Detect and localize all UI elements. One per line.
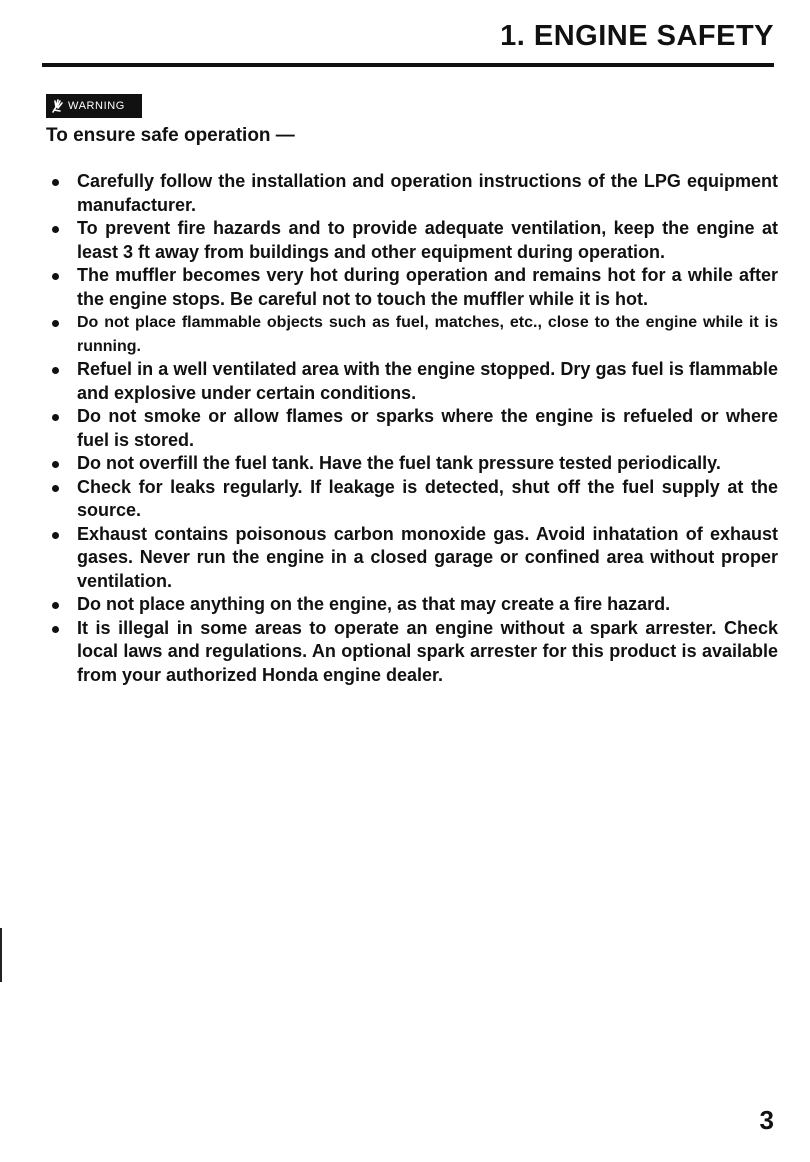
page-number: 3 <box>759 1105 774 1135</box>
list-item <box>46 476 778 523</box>
list-item <box>46 264 778 311</box>
bullet-icon <box>52 532 59 539</box>
list-item <box>46 617 778 688</box>
bullet-text: Do not place flammable objects such as fuel, matches, etc., close to the engine while it is running. <box>77 314 778 355</box>
bullet-text: It is illegal in some areas to operate an engine without a spark arrester. Check local laws and regulations. An optional spark arrester for this product is available from your authorized Honda engine dealer. <box>77 617 778 685</box>
bullet-text: To prevent fire hazards and to provide adequate ventilation, keep the engine at least 3 ft away from buildings and other equipment during operation. <box>77 218 778 262</box>
warning-intro: To ensure safe operation — <box>46 125 295 146</box>
bullet-icon <box>52 485 59 492</box>
bullet-icon <box>52 226 59 233</box>
list-item <box>46 405 778 452</box>
bullet-text: The muffler becomes very hot during operation and remains hot for a while after the engine stops. Be careful not to touch the muffler while it is hot. <box>77 265 778 309</box>
warning-badge <box>46 94 142 118</box>
page-title: 1. ENGINE SAFETY <box>500 20 774 52</box>
bullet-text: Do not overfill the fuel tank. Have the fuel tank pressure tested periodically. <box>77 453 721 473</box>
bullet-icon <box>52 273 59 280</box>
bullet-icon <box>52 461 59 468</box>
bullet-icon <box>52 367 59 374</box>
list-item <box>46 358 778 405</box>
bullet-text: Refuel in a well ventilated area with the engine stopped. Dry gas fuel is flammable and explosive under certain conditions. <box>77 359 778 403</box>
bullet-text: Do not place anything on the engine, as that may create a fire hazard. <box>77 594 671 614</box>
bullet-icon <box>52 414 59 421</box>
list-item <box>46 170 778 217</box>
scan-margin-mark <box>0 928 2 982</box>
bullet-text: Check for leaks regularly. If leakage is detected, shut off the fuel supply at the source. <box>77 476 778 520</box>
list-item <box>46 217 778 264</box>
bullet-icon <box>52 320 59 327</box>
list-item <box>46 452 778 476</box>
bullet-text: Exhaust contains poisonous carbon monoxide gas. Avoid inhatation of exhaust gases. Never run the engine in a closed garage or confined area without proper ventilation. <box>77 523 778 591</box>
bullet-icon <box>52 179 59 186</box>
warning-hand-icon <box>50 98 66 114</box>
bullet-icon <box>52 602 59 609</box>
title-divider <box>42 63 774 67</box>
bullet-text: Do not smoke or allow flames or sparks where the engine is refueled or where fuel is stored. <box>77 406 778 450</box>
list-item <box>46 593 778 617</box>
warning-label: WARNING <box>68 100 125 112</box>
list-item <box>46 523 778 594</box>
bullet-icon <box>52 626 59 633</box>
safety-bullet-list <box>46 170 778 687</box>
bullet-text: Carefully follow the installation and operation instructions of the LPG equipment manufacturer. <box>77 171 778 215</box>
list-item <box>46 311 778 358</box>
